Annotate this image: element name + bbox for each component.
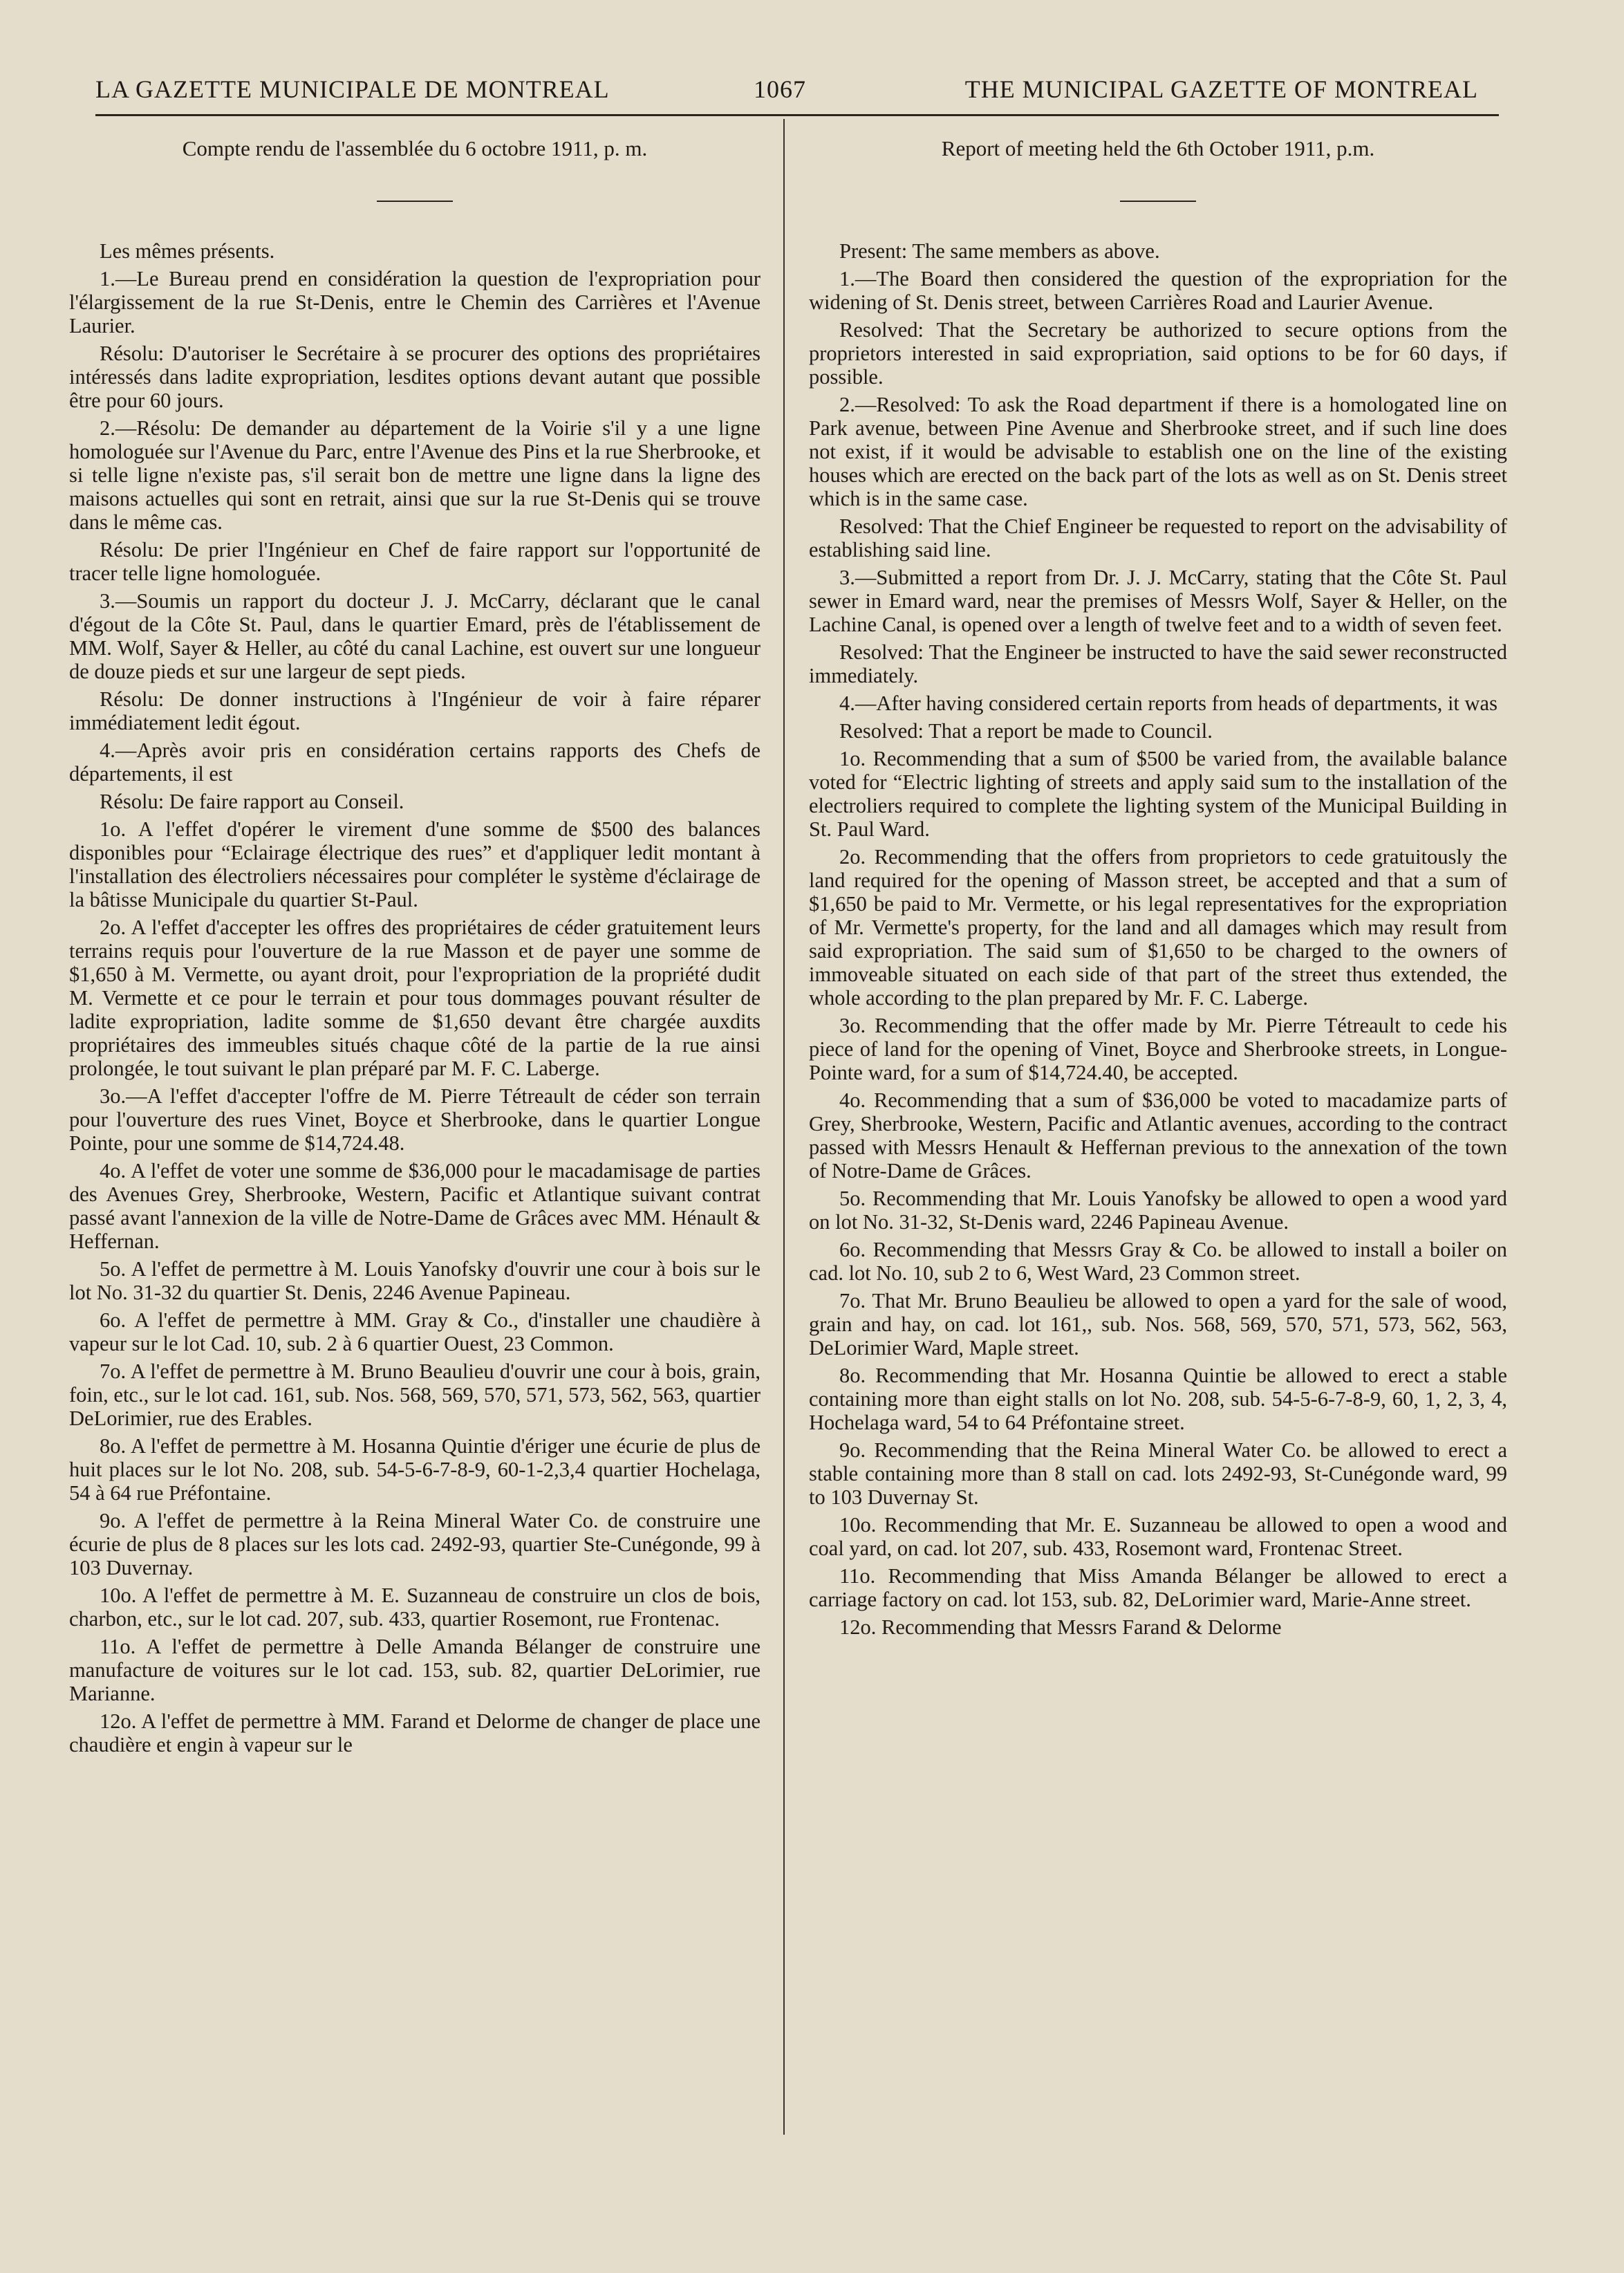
english-paragraph: 4.—After having considered certain reports from heads of departments, it was xyxy=(839,692,1497,715)
english-paragraph: Resolved: That the Chief Engineer be requested to report on the advisability of establishing said line. xyxy=(809,514,1507,562)
french-paragraph: 7o. A l'effet de permettre à M. Bruno Beaulieu d'ouvrir une cour à bois, grain, foin, etc., sur le lot cad. 161, sub. Nos. 568, 569, 570, 571, 573, 562, 563, quartier DeLorimier, rue des Erables. xyxy=(69,1360,760,1430)
english-paragraph: 2.—Resolved: To ask the Road department if there is a homologated line on Park avenue, between Pine Avenue and Sherbrooke street, and if such line does not exist, if it would be advisable to establish one on the line of the existing houses which are erected on the back part of the lots as well as on St. Denis street which is in the same case. xyxy=(809,393,1507,510)
french-body xyxy=(69,239,760,1756)
french-paragraph: 4o. A l'effet de voter une somme de $36,000 pour le macadamisage de parties des Avenues Grey, Sherbrooke, Western, Pacific et Atlantique suivant contrat passé avant l'annexion de la ville de Notre-Dame de Grâces avec MM. Hénault & Heffernan. xyxy=(69,1159,760,1253)
english-paragraph: 2o. Recommending that the offers from proprietors to cede gratuitously the land required for the opening of Masson street, be accepted and that a sum of $1,650 be paid to Mr. Vermette, or his legal representatives for the expropriation of Mr. Vermette's property, for the land and all damages which may result from said expropriation. The said sum of $1,650 to be charged to the owners of immoveable situated on each side of that part of the street thus extended, the whole according to the plan prepared by Mr. F. C. Laberge. xyxy=(809,845,1507,1010)
english-paragraph: 3.—Submitted a report from Dr. J. J. McCarry, stating that the Côte St. Paul sewer in Emard ward, near the premises of Messrs Wolf, Sayer & Heller, on the Lachine Canal, is opened over a length of twelve feet and to a width of seven feet. xyxy=(809,566,1507,636)
french-paragraph: 1o. A l'effet d'opérer le virement d'une somme de $500 des balances disponibles pour “Eclairage électrique des rues” et d'appliquer ledit montant à l'installation des électroliers nécessaires pour compléter le système d'éclairage de la bâtisse Municipale du quartier St-Paul. xyxy=(69,817,760,911)
english-paragraph: 5o. Recommending that Mr. Louis Yanofsky be allowed to open a wood yard on lot No. 31-32, St-Denis ward, 2246 Papineau Avenue. xyxy=(809,1187,1507,1234)
english-paragraph: 8o. Recommending that Mr. Hosanna Quintie be allowed to erect a stable containing more than eight stalls on lot No. 208, sub. 54-5-6-7-8-9, 60, 1, 2, 3, 4, Hochelaga ward, 54 to 64 Préfontaine street. xyxy=(809,1364,1507,1434)
french-paragraph: 1.—Le Bureau prend en considération la question de l'expropriation pour l'élargissement de la rue St-Denis, entre le Chemin des Carrières et l'Avenue Laurier. xyxy=(69,267,760,337)
page-number: 1067 xyxy=(754,75,806,103)
french-paragraph: 6o. A l'effet de permettre à MM. Gray & Co., d'installer une chaudière à vapeur sur le lot Cad. 10, sub. 2 à 6 quartier Ouest, 23 Common. xyxy=(69,1308,760,1355)
french-paragraph: Résolu: De donner instructions à l'Ingénieur de voir à faire réparer immédiatement ledit égout. xyxy=(69,687,760,734)
english-title-separator xyxy=(1120,201,1196,202)
english-paragraph: Resolved: That the Secretary be authorized to secure options from the proprietors interested in said expropriation, said options to be for 60 days, if possible. xyxy=(809,318,1507,389)
french-paragraph: 10o. A l'effet de permettre à M. E. Suzanneau de construire un clos de bois, charbon, etc., sur le lot cad. 207, sub. 433, quartier Rosemont, rue Frontenac. xyxy=(69,1584,760,1631)
french-paragraph: 12o. A l'effet de permettre à MM. Farand et Delorme de changer de place une chaudière et engin à vapeur sur le xyxy=(69,1709,760,1756)
french-paragraph: 3o.—A l'effet d'accepter l'offre de M. Pierre Tétreault de céder son terrain pour l'ouverture des rues Vinet, Boyce et Sherbrooke, dans le quartier Longue Pointe, pour une somme de $14,724.48. xyxy=(69,1084,760,1155)
english-paragraph: Present: The same members as above. xyxy=(839,239,1160,263)
header-rule xyxy=(95,114,1499,116)
english-paragraph: 6o. Recommending that Messrs Gray & Co. be allowed to install a boiler on cad. lot No. 10, sub 2 to 6, West Ward, 23 Common street. xyxy=(809,1238,1507,1285)
english-paragraph: 7o. That Mr. Bruno Beaulieu be allowed to open a yard for the sale of wood, grain and hay, on cad. lot 161,, sub. Nos. 568, 569, 570, 571, 573, 562, 563, DeLorimier Ward, Maple street. xyxy=(809,1289,1507,1360)
french-title: Compte rendu de l'assemblée du 6 octobre 1911, p. m. xyxy=(182,136,648,160)
french-paragraph: Résolu: De prier l'Ingénieur en Chef de faire rapport sur l'opportunité de tracer telle ligne homologuée. xyxy=(69,538,760,585)
french-paragraph: Les mêmes présents. xyxy=(100,239,275,263)
french-paragraph: 5o. A l'effet de permettre à M. Louis Yanofsky d'ouvrir une cour à bois sur le lot No. 31-32 du quartier St. Denis, 2246 Avenue Papineau. xyxy=(69,1257,760,1304)
english-paragraph: 4o. Recommending that a sum of $36,000 be voted to macadamize parts of Grey, Sherbrooke, Western, Pacific and Atlantic avenues, according to the contract passed with Messrs Henault & Heffernan previous to the annexation of the town of Notre-Dame de Grâces. xyxy=(809,1088,1507,1182)
english-paragraph: 11o. Recommending that Miss Amanda Bélanger be allowed to erect a carriage factory on cad. lot 153, sub. 82, DeLorimier ward, Marie-Anne street. xyxy=(809,1564,1507,1611)
english-paragraph: Resolved: That a report be made to Council. xyxy=(839,719,1213,743)
french-paragraph: 4.—Après avoir pris en considération certains rapports des Chefs de départements, il est xyxy=(69,739,760,786)
column-divider xyxy=(783,119,785,2135)
french-paragraph: 9o. A l'effet de permettre à la Reina Mineral Water Co. de construire une écurie de plus de 8 places sur les lots cad. 2492-93, quartier Ste-Cunégonde, 99 à 103 Duvernay. xyxy=(69,1509,760,1579)
french-paragraph: 3.—Soumis un rapport du docteur J. J. McCarry, déclarant que le canal d'égout de la Côte St. Paul, dans le quartier Emard, près de l'établissement de MM. Wolf, Sayer & Heller, au côté du canal Lachine, est ouvert sur une longueur de douze pieds et sur une largeur de sept pieds. xyxy=(69,589,760,683)
english-paragraph: 1.—The Board then considered the question of the expropriation for the widening of St. Denis street, between Carrières Road and Laurier Avenue. xyxy=(809,267,1507,314)
french-column xyxy=(69,131,760,1761)
english-title: Report of meeting held the 6th October 1911, p.m. xyxy=(941,136,1375,160)
english-paragraph: 10o. Recommending that Mr. E. Suzanneau be allowed to open a wood and coal yard, on cad. lot 207, sub. 433, Rosemont ward, Frontenac Street. xyxy=(809,1513,1507,1560)
french-paragraph: Résolu: De faire rapport au Conseil. xyxy=(100,790,404,813)
english-paragraph: 12o. Recommending that Messrs Farand & Delorme xyxy=(839,1615,1282,1639)
french-paragraph: 8o. A l'effet de permettre à M. Hosanna Quintie d'ériger une écurie de plus de huit places sur le lot No. 208, sub. 54-5-6-7-8-9, 60-1-2,3,4 quartier Hochelaga, 54 à 64 rue Préfontaine. xyxy=(69,1434,760,1505)
french-title-separator xyxy=(377,201,453,202)
header-english-title: THE MUNICIPAL GAZETTE OF MONTREAL xyxy=(964,75,1478,103)
english-paragraph: 3o. Recommending that the offer made by Mr. Pierre Tétreault to cede his piece of land for the opening of Vinet, Boyce and Sherbrooke streets, in Longue-Pointe ward, for a sum of $14,724.40, be accepted. xyxy=(809,1014,1507,1084)
english-paragraph: 1o. Recommending that a sum of $500 be varied from, the available balance voted for “Electric lighting of streets and apply said sum to the installation of the electroliers required to complete the lighting system of the Municipal Building in St. Paul Ward. xyxy=(809,747,1507,841)
english-column xyxy=(809,131,1507,1643)
french-paragraph: 11o. A l'effet de permettre à Delle Amanda Bélanger de construire une manufacture de voitures sur le lot cad. 153, sub. 82, quartier DeLorimier, rue Marianne. xyxy=(69,1635,760,1705)
page-header xyxy=(95,69,1478,111)
english-paragraph: 9o. Recommending that the Reina Mineral Water Co. be allowed to erect a stable containing more than 8 stall on cad. lots 2492-93, St-Cunégonde ward, 99 to 103 Duvernay St. xyxy=(809,1438,1507,1509)
header-french-title: LA GAZETTE MUNICIPALE DE MONTREAL xyxy=(95,75,610,103)
english-body xyxy=(809,239,1507,1639)
french-paragraph: Résolu: D'autoriser le Secrétaire à se procurer des options des propriétaires intéressés dans ladite expropriation, lesdites options devant autant que possible être pour 60 jours. xyxy=(69,342,760,412)
french-paragraph: 2.—Résolu: De demander au département de la Voirie s'il y a une ligne homologuée sur l'Avenue du Parc, entre l'Avenue des Pins et la rue Sherbrooke, et si telle ligne n'existe pas, s'il serait bon de mettre une ligne dans la ligne des maisons actuelles qui sont en retrait, ainsi que sur la rue St-Denis qui se trouve dans le même cas. xyxy=(69,416,760,534)
french-paragraph: 2o. A l'effet d'accepter les offres des propriétaires de céder gratuitement leurs terrains requis pour l'ouverture de la rue Masson et de payer une somme de $1,650 à M. Vermette, ou ayant droit, pour l'expropriation de la propriété dudit M. Vermette et ce pour le terrain et pour tous dommages pouvant résulter de ladite expropriation, ladite somme de $1,650 devant être chargée auxdits propriétaires des immeubles situés chaque côté de la partie de la rue ainsi prolongée, le tout suivant le plan préparé par M. F. C. Laberge. xyxy=(69,916,760,1080)
english-paragraph: Resolved: That the Engineer be instructed to have the said sewer reconstructed immediately. xyxy=(809,640,1507,687)
